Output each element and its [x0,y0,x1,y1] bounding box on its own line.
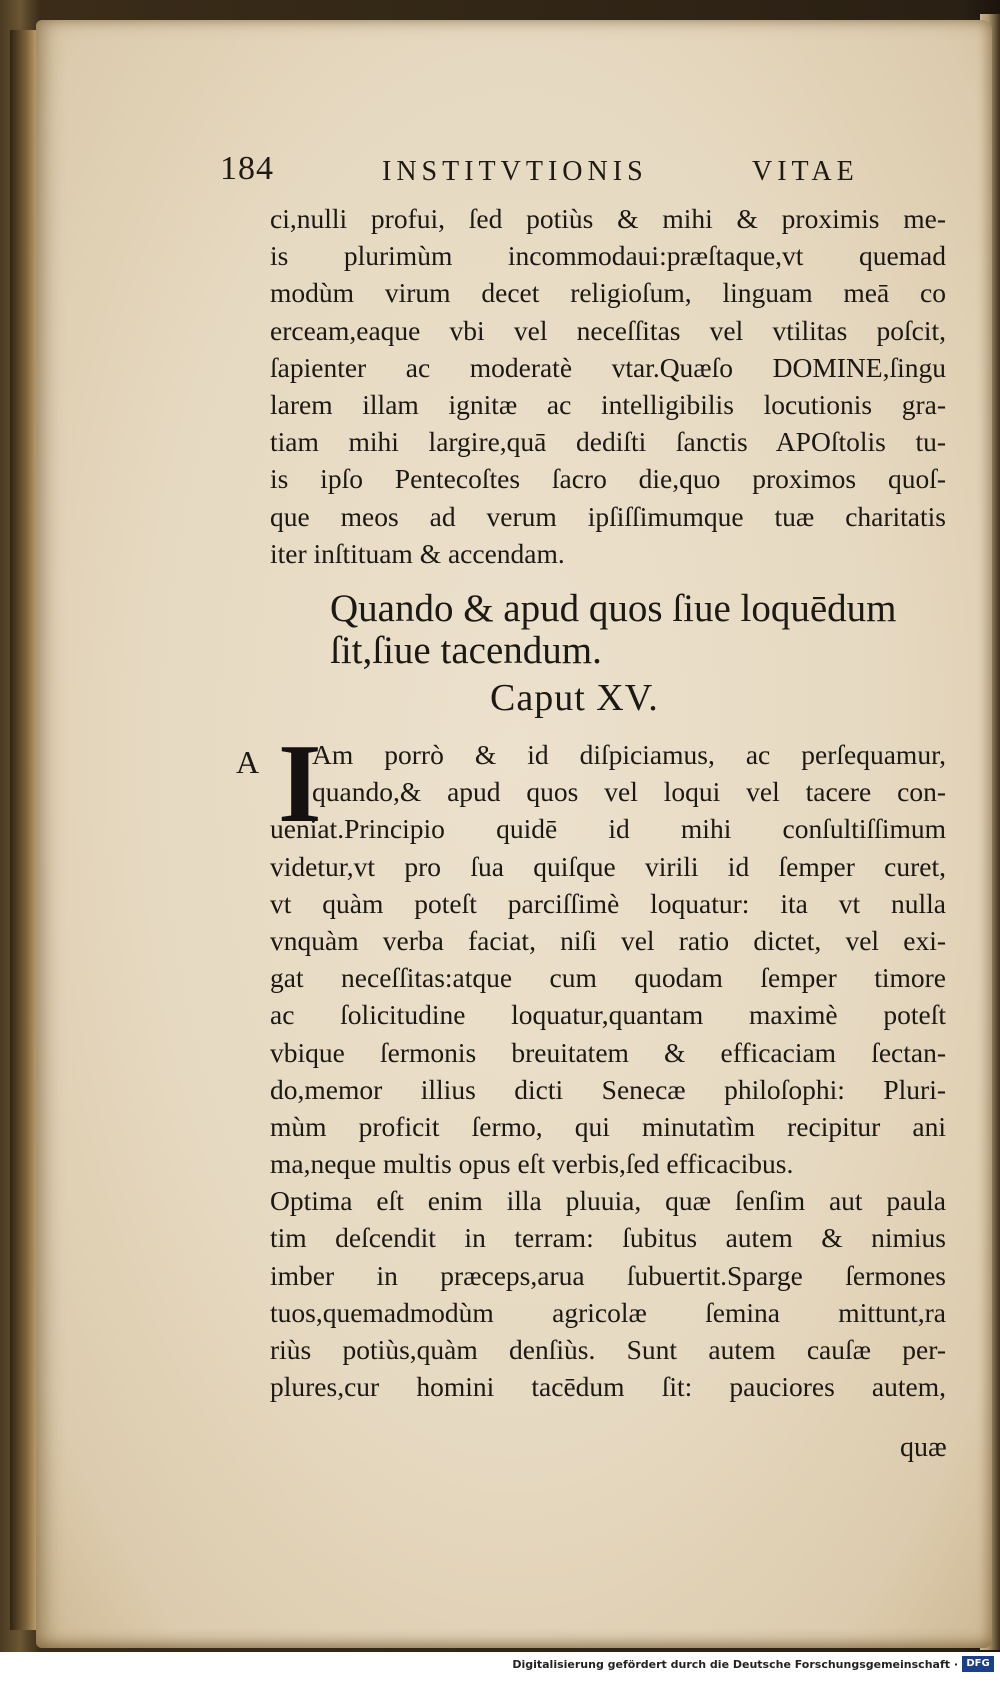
text-line: is ipſo Pentecoſtes ſacro die,quo proximos quoſ- [270,463,946,495]
text-line: vt quàm poteſt parciſſimè loquatur: ita vt nulla [270,887,946,919]
text-line: vbique ſermonis breuitatem & efficaciam ſectan- [270,1036,946,1068]
text-line: riùs potiùs,quàm denſiùs. Sunt autem cauſæ per- [270,1334,946,1365]
text-line: ci,nulli profui, ſed potiùs & mihi & proximis me- [270,203,946,234]
text-line: modùm virum decet religioſum, linguam meā co [270,277,946,309]
text-line: ma,neque multis opus eſt verbis,ſed efficacibus. [270,1148,794,1180]
text-line: Optima eſt enim illa pluuia, quæ ſenſim aut paula [270,1185,946,1217]
chapter-body [270,736,946,1405]
page-number: 184 [220,150,274,187]
chapter-number: Caput XV. [490,677,659,719]
marginal-letter: A [236,744,260,780]
text-line: tim deſcendit in terram: ſubitus autem & nimius [270,1222,946,1254]
paragraph-continued [270,200,946,572]
drop-cap: I [278,722,322,846]
chapter-heading-line: ſit,ſiue tacendum. [330,629,602,672]
text-line: vnquàm verba faciat, niſi vel ratio dictet, vel exi- [270,924,946,956]
text-line: que meos ad verum ipſiſſimumque tuæ charitatis [270,500,946,532]
text-line: erceam,eaque vbi vel neceſſitas vel vtilitas poſcit, [270,314,946,346]
text-line: tuos,quemadmodùm agricolæ ſemina mittunt,ra [270,1296,946,1328]
funding-credit: Digitalisierung gefördert durch die Deutsche Forschungsgemeinschaft · [512,1658,958,1671]
running-head [220,150,940,194]
text-line: imber in præceps,arua ſubuertit.Sparge ſermones [270,1259,946,1291]
text-line: quando,& apud quos vel loqui vel tacere con- [312,776,946,808]
text-line: is plurimùm incommodaui:præſtaque,vt quemad [270,240,946,272]
text-line: plures,cur homini tacēdum ſit: pauciores autem, [270,1371,946,1403]
text-line: Am porrò & id diſpiciamus, ac perſequamur, [312,739,946,770]
text-line: ac ſolicitudine loquatur,quantam maximè poteſt [270,999,946,1031]
footer-bar [0,1652,1000,1682]
chapter-heading-line: Quando & apud quos ſiue loquēdum [330,587,897,630]
chapter-heading [330,588,970,672]
text-line: larem illam ignitæ ac intelligibilis locutionis gra- [270,388,946,420]
text-line: gat neceſſitas:atque cum quodam ſemper timore [270,962,946,994]
book-spine [10,30,36,1630]
text-line: do,memor illius dicti Senecæ philoſophi: Pluri- [270,1073,946,1105]
running-title-right: VITAE [752,156,859,187]
text-line: ſapienter ac moderatè vtar.Quæſo DOMINE,ſingu [270,351,946,383]
running-title-left: INSTITVTIONIS [382,156,648,187]
text-line: tiam mihi largire,quā dediſti ſanctis APOſtolis tu- [270,426,946,458]
text-line: iter inſtituam & accendam. [270,537,565,569]
text-line: mùm proficit ſermo, qui minutatìm recipitur ani [270,1110,946,1142]
text-line: videtur,vt pro ſua quiſque virili id ſemper curet, [270,850,946,882]
text-line: ueniat.Principio quidē id mihi conſultiſſimum [270,813,946,845]
catchword: quæ [900,1432,947,1463]
dfg-logo-icon: DFG [962,1656,994,1672]
